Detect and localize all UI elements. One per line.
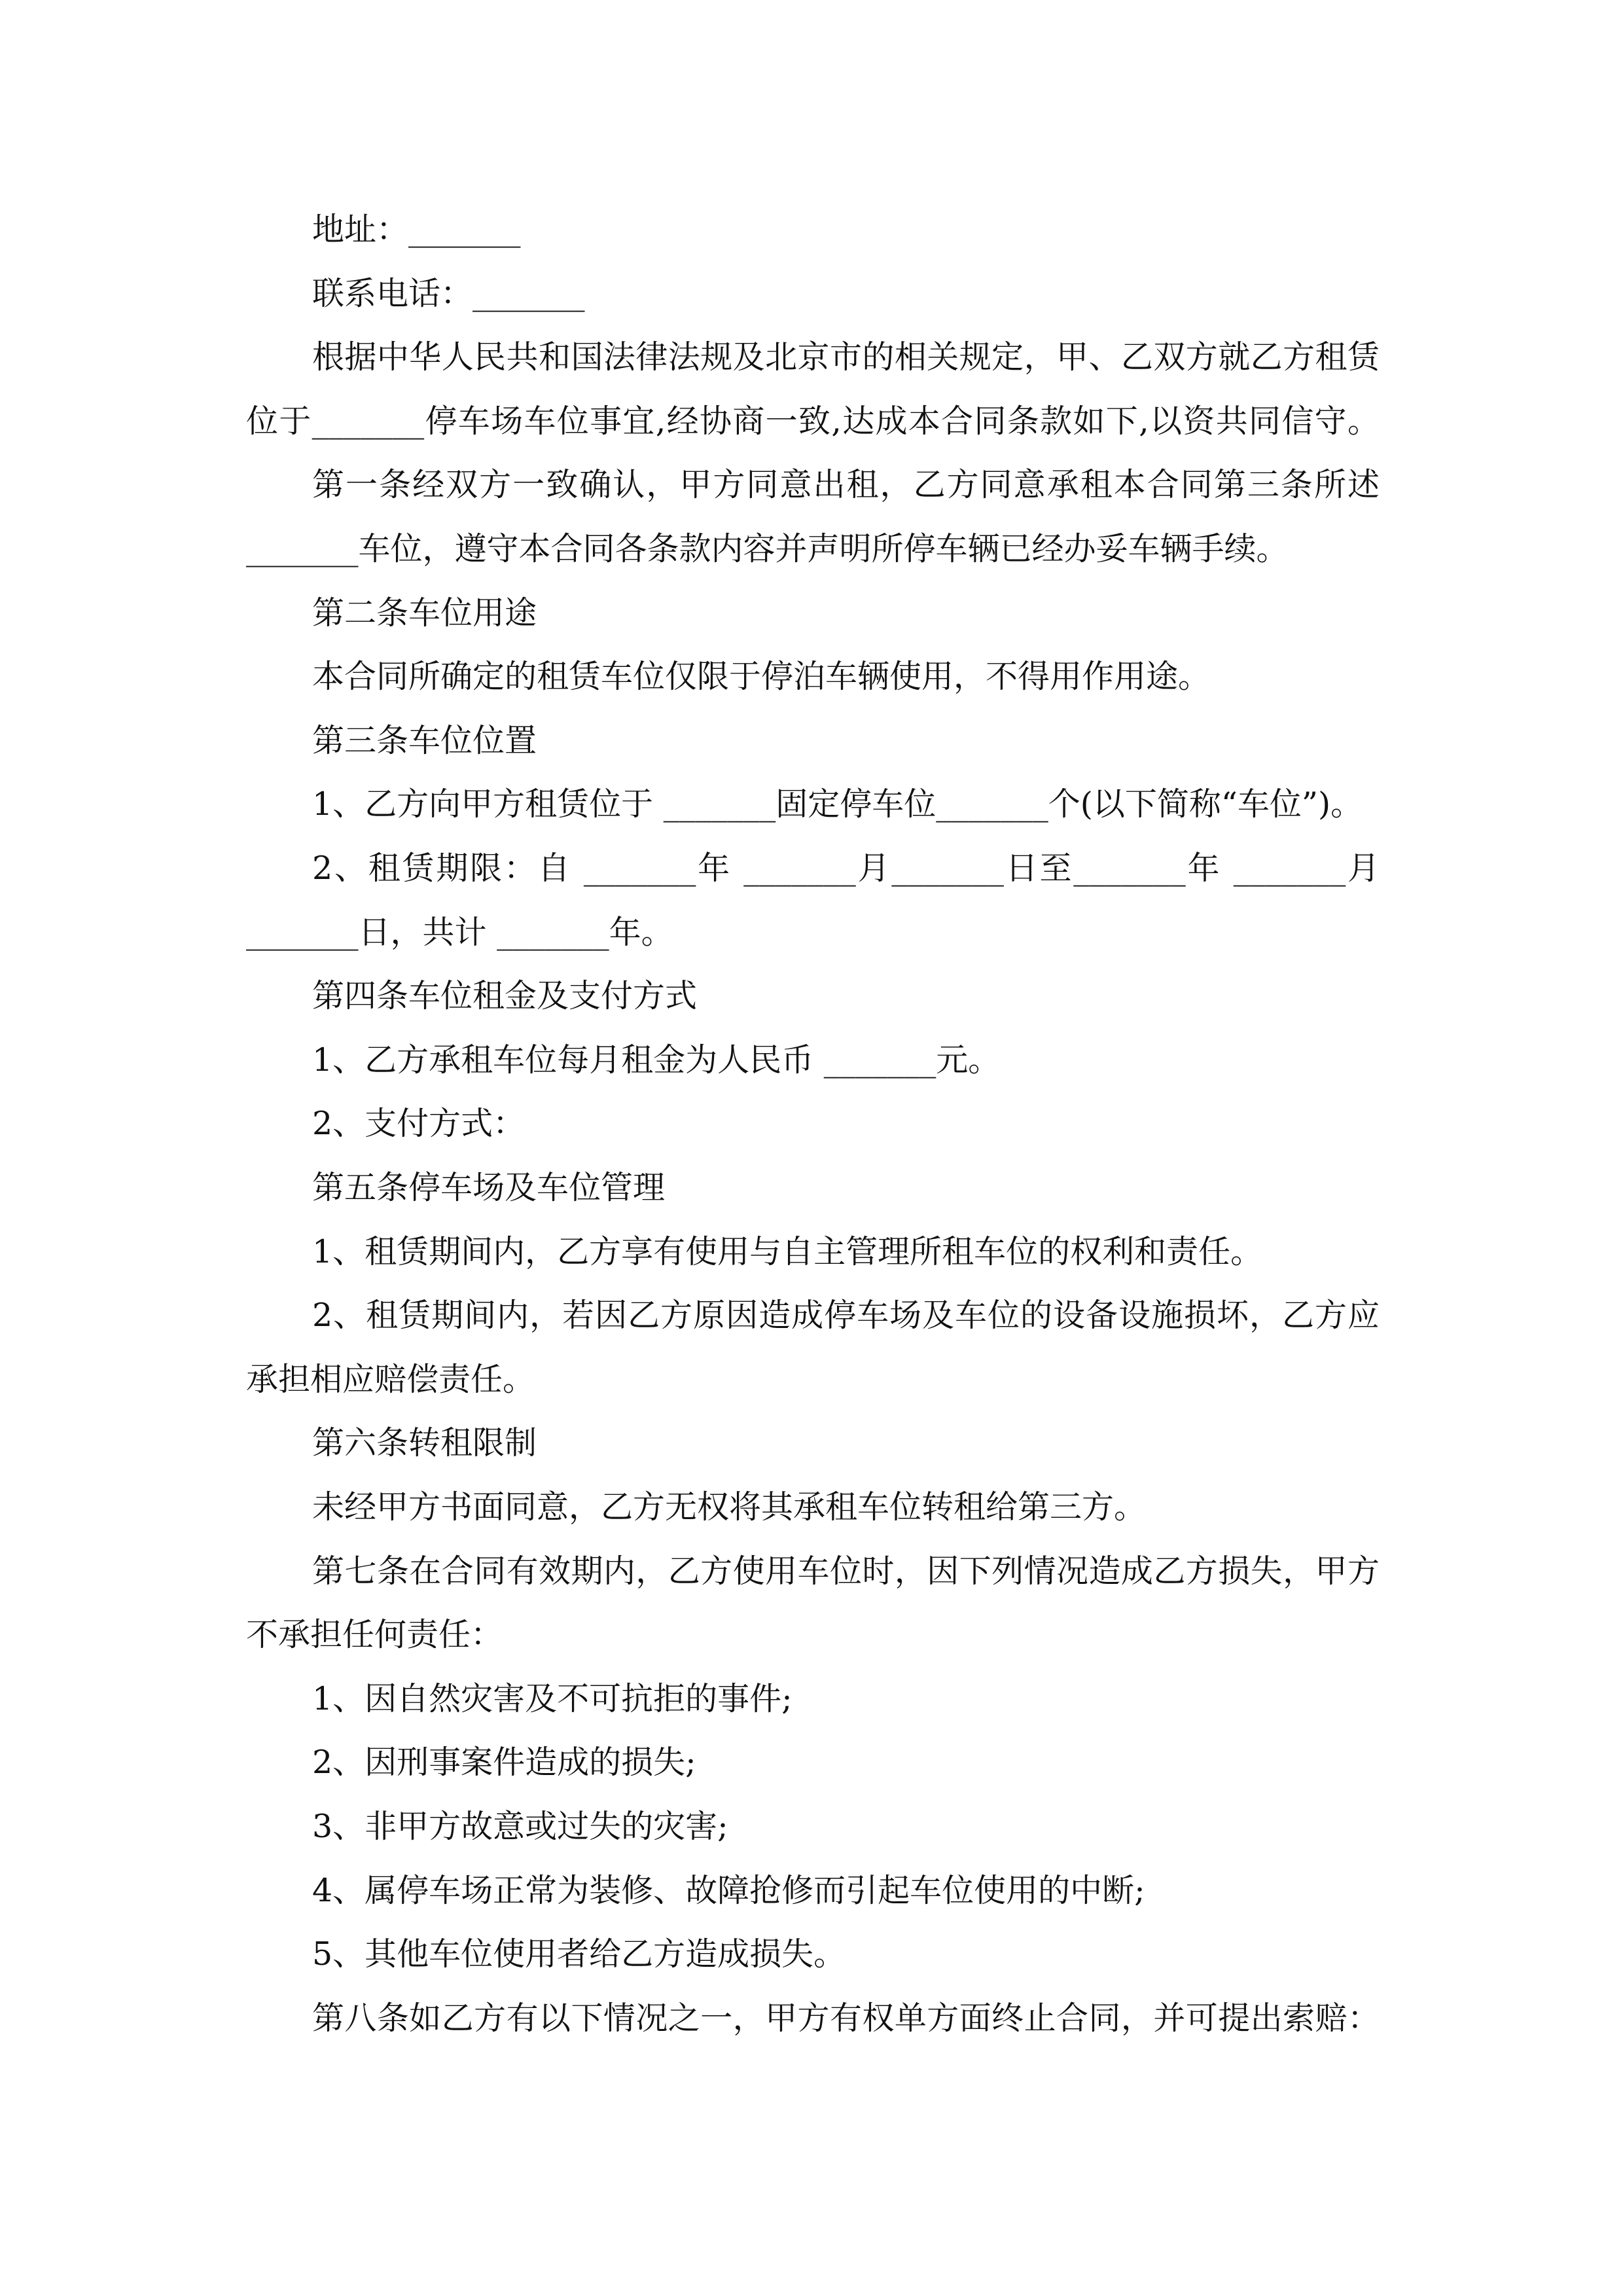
text-line: 未经甲方书面同意，乙方无权将其承租车位转租给第三方。 — [312, 1488, 1147, 1526]
text-line: 2、支付方式： — [312, 1105, 526, 1143]
text-line: 地址：_______ — [312, 211, 521, 248]
text-line: 1、租赁期间内，乙方享有使用与自主管理所租车位的权利和责任。 — [312, 1232, 1263, 1270]
text-line: 第四条车位租金及支付方式 — [312, 977, 698, 1015]
text-line: 不承担任何责任： — [246, 1616, 503, 1654]
text-line: 位于_______停车场车位事宜,经协商一致,达成本合同条款如下,以资共同信守。 — [246, 402, 1380, 440]
text-line: 第二条车位用途 — [312, 594, 537, 632]
text-line: 第一条经双方一致确认，甲方同意出租，乙方同意承租本合同第三条所述 — [312, 466, 1380, 504]
text-line: 2、租赁期限：自 _______年 _______月_______日至_______年 _______月 — [312, 850, 1380, 887]
text-line: 第五条停车场及车位管理 — [312, 1169, 666, 1206]
text-line: _______日，共计 _______年。 — [246, 913, 673, 951]
text-line: 1、乙方向甲方租赁位于 _______固定停车位_______个(以下简称“车位”)。 — [312, 785, 1363, 823]
text-line: 第三条车位位置 — [312, 721, 537, 759]
text-line: 5、其他车位使用者给乙方造成损失。 — [312, 1935, 846, 1973]
text-line: 2、因刑事案件造成的损失; — [312, 1744, 696, 1782]
text-line: 根据中华人民共和国法律法规及北京市的相关规定，甲、乙双方就乙方租赁 — [312, 338, 1380, 376]
text-line: 3、非甲方故意或过失的灾害; — [312, 1808, 728, 1845]
text-line: 1、乙方承租车位每月租金为人民币 _______元。 — [312, 1041, 1001, 1079]
text-line: 2、租赁期间内，若因乙方原因造成停车场及车位的设备设施损坏，乙方应 — [312, 1297, 1380, 1335]
text-line: _______车位，遵守本合同各条款内容并声明所停车辆已经办妥车辆手续。 — [246, 530, 1289, 567]
text-line: 联系电话：_______ — [312, 274, 585, 312]
text-line: 第八条如乙方有以下情况之一，甲方有权单方面终止合同，并可提出索赔： — [312, 1999, 1380, 2037]
text-line: 本合同所确定的租赁车位仅限于停泊车辆使用，不得用作用途。 — [312, 658, 1211, 696]
text-line: 第七条在合同有效期内，乙方使用车位时，因下列情况造成乙方损失，甲方 — [312, 1552, 1380, 1590]
text-line: 承担相应赔偿责任。 — [246, 1360, 535, 1398]
text-line: 4、属停车场正常为装修、故障抢修而引起车位使用的中断; — [312, 1871, 1145, 1909]
text-line: 第六条转租限制 — [312, 1424, 537, 1462]
text-line: 1、因自然灾害及不可抗拒的事件; — [312, 1679, 793, 1717]
